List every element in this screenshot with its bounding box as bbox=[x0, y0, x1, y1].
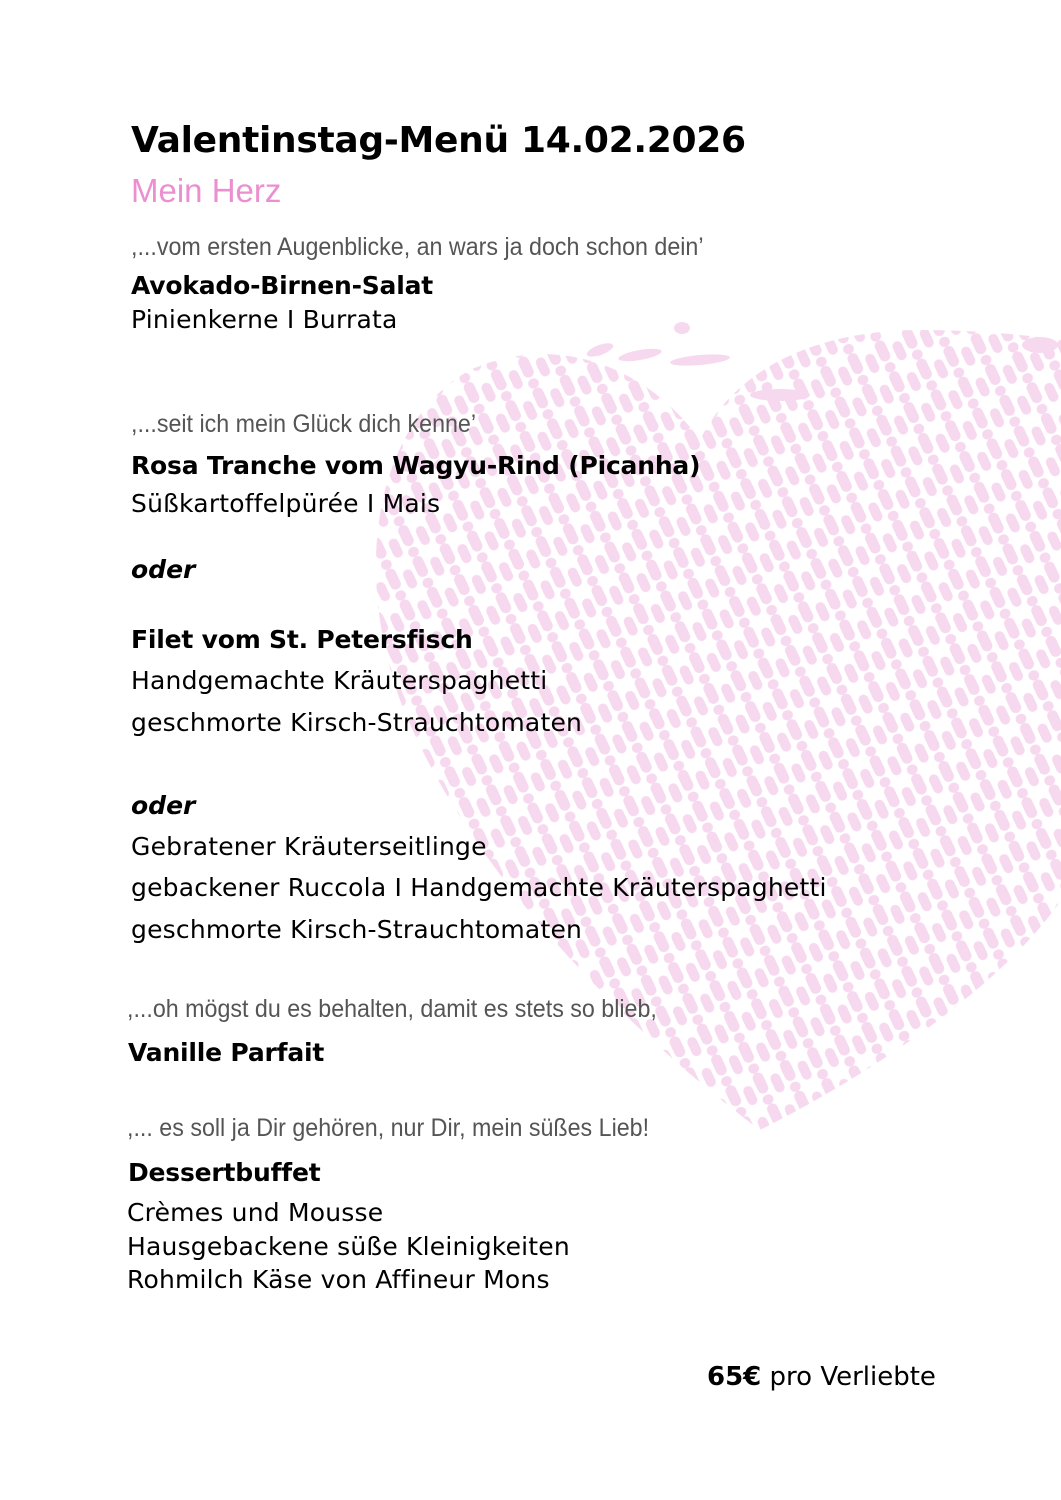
price-amount: 65€ bbox=[707, 1362, 762, 1392]
course-4-line-1: Crèmes und Mousse bbox=[127, 1198, 384, 1227]
course-4-line-2: Hausgebackene süße Kleinigkeiten bbox=[127, 1232, 570, 1261]
course-3-quote: ,...oh mögst du es behalten, damit es stets so blieb, bbox=[127, 995, 657, 1023]
separator-oder-2: oder bbox=[131, 791, 196, 820]
price bbox=[707, 1362, 936, 1392]
course-2-alt2-line-1: Gebratener Kräuterseitlinge bbox=[131, 832, 487, 861]
course-2-alt1-line-2: geschmorte Kirsch-Strauchtomaten bbox=[131, 708, 583, 737]
course-1-quote: ,...vom ersten Augenblicke, an wars ja doch schon dein’ bbox=[131, 233, 704, 261]
course-2-alt2-line-3: geschmorte Kirsch-Strauchtomaten bbox=[131, 915, 583, 944]
course-3-dish: Vanille Parfait bbox=[128, 1038, 325, 1067]
price-label: pro Verliebte bbox=[769, 1362, 936, 1392]
course-2-alt2-line-2: gebackener Ruccola I Handgemachte Kräuterspaghetti bbox=[131, 873, 827, 902]
page-subtitle: Mein Herz bbox=[131, 172, 282, 209]
course-2-dish: Rosa Tranche vom Wagyu-Rind (Picanha) bbox=[131, 451, 701, 480]
course-2-quote: ,...seit ich mein Glück dich kenne’ bbox=[131, 410, 477, 438]
course-2-alt1-dish: Filet vom St. Petersfisch bbox=[131, 625, 473, 654]
course-2-description: Süßkartoffelpürée I Mais bbox=[131, 489, 441, 518]
course-4-quote: ,... es soll ja Dir gehören, nur Dir, mein süßes Lieb! bbox=[127, 1114, 650, 1142]
course-1-description: Pinienkerne I Burrata bbox=[131, 305, 398, 334]
course-1-dish: Avokado-Birnen-Salat bbox=[131, 271, 434, 300]
course-4-dish: Dessertbuffet bbox=[128, 1158, 321, 1187]
page-title: Valentinstag-Menü 14.02.2026 bbox=[131, 120, 746, 161]
separator-oder-1: oder bbox=[131, 555, 196, 584]
course-2-alt1-line-1: Handgemachte Kräuterspaghetti bbox=[131, 666, 548, 695]
course-4-line-3: Rohmilch Käse von Affineur Mons bbox=[127, 1265, 550, 1294]
